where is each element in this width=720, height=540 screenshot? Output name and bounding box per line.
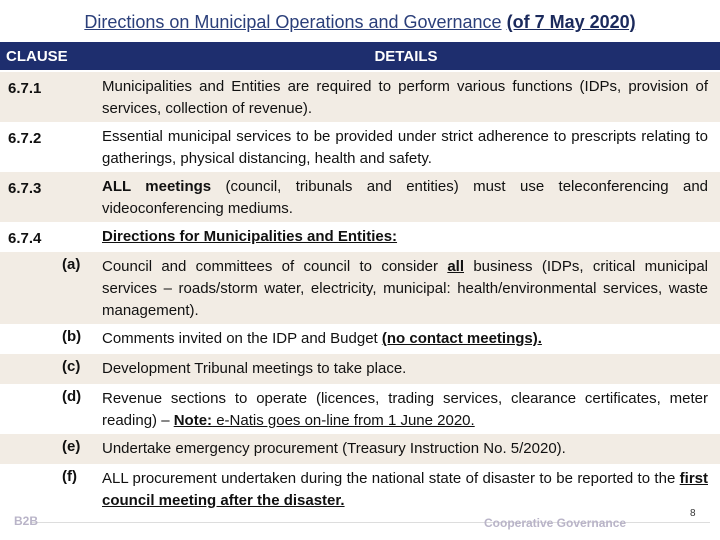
item-emphasis: first council meeting after the disaster. xyxy=(102,470,708,509)
clause-detail: Municipalities and Entities are required to perform various functions (IDPs, provision of services, collection of revenue). xyxy=(102,78,708,117)
item-text: Revenue sections to operate (licences, trading services, clearance certificates, meter reading) – Note: e-Natis goes on-line from 1 June 2020. xyxy=(102,390,708,429)
clause-detail xyxy=(92,222,720,252)
item-emphasis: (no contact meetings). xyxy=(381,330,542,347)
clause-lead: ALL meetings xyxy=(102,178,212,195)
clause-detail xyxy=(92,172,720,222)
footer-org-text: Cooperative Governance xyxy=(484,516,627,530)
table-header xyxy=(0,42,720,70)
table-row xyxy=(0,172,720,224)
list-item xyxy=(0,384,720,436)
list-item xyxy=(0,434,720,466)
title-date: (of 7 May 2020) xyxy=(506,12,636,32)
item-label: (a) xyxy=(62,256,81,273)
clause-heading: Directions for Municipalities and Entities: xyxy=(102,228,398,245)
list-item xyxy=(0,354,720,386)
table-row xyxy=(0,122,720,174)
item-label: (e) xyxy=(62,438,81,455)
clause-detail: Essential municipal services to be provided under strict adherence to prescripts relating to gatherings, physical distancing, health and safety. xyxy=(102,128,708,167)
slide-title xyxy=(0,12,720,33)
item-label: (b) xyxy=(62,328,82,345)
item-text: Undertake emergency procurement (Treasury Instruction No. 5/2020). xyxy=(102,440,566,457)
item-label: (c) xyxy=(62,358,81,375)
item-label: (f) xyxy=(62,468,77,485)
page-number: 8 xyxy=(690,508,696,519)
table-row xyxy=(0,222,720,254)
item-text: Comments invited on the IDP and Budget (no contact meetings). xyxy=(102,330,542,347)
header-clause: CLAUSE xyxy=(6,48,68,65)
list-item xyxy=(0,324,720,356)
item-emphasis: all xyxy=(447,258,465,275)
footer-logo-text: B2B xyxy=(14,514,39,528)
item-text: Development Tribunal meetings to take place. xyxy=(102,360,407,377)
header-details: DETAILS xyxy=(374,48,438,65)
item-label: (d) xyxy=(62,388,82,405)
title-main: Directions on Municipal Operations and Governance xyxy=(84,12,502,32)
clause-number: 6.7.3 xyxy=(8,180,42,197)
item-note: Note: xyxy=(173,412,213,429)
clause-number: 6.7.2 xyxy=(8,130,42,147)
item-text: Council and committees of council to consider all business (IDPs, critical municipal services – roads/storm water, electricity, municipal: health/environmental services, waste management). xyxy=(102,258,708,319)
item-text: ALL procurement undertaken during the national state of disaster to be reported to the first council meeting after the disaster. xyxy=(102,470,708,509)
clause-number: 6.7.1 xyxy=(8,80,42,97)
clause-text: (council, tribunals and entities) must use teleconferencing and videoconferencing mediums. xyxy=(102,178,709,217)
table-row xyxy=(0,72,720,124)
clause-number: 6.7.4 xyxy=(8,230,42,247)
list-item xyxy=(0,464,720,512)
item-emphasis: e-Natis goes on-line from 1 June 2020. xyxy=(212,412,475,429)
list-item xyxy=(0,252,720,326)
